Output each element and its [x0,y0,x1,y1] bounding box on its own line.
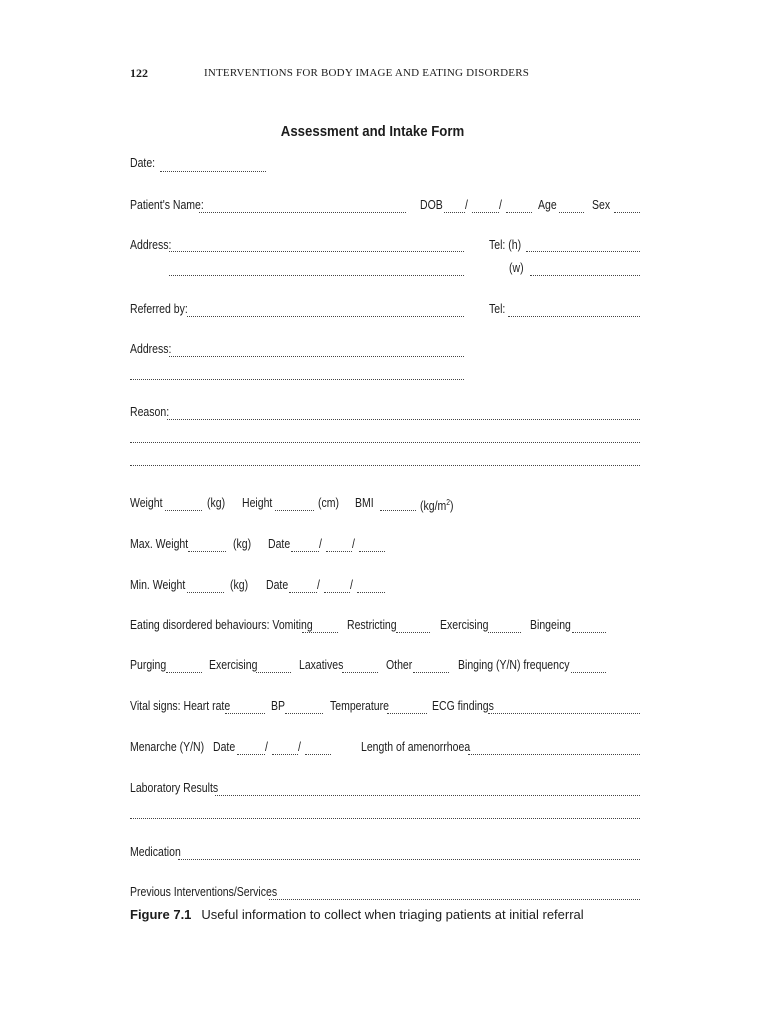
heart-rate-field[interactable] [225,713,265,714]
referrer-address-line-2-field[interactable] [130,379,464,380]
laxatives-label: Laxatives [299,658,344,672]
bingeing-field[interactable] [572,632,606,633]
min-weight-unit: (kg) [230,578,249,592]
patient-name-field[interactable] [199,212,406,213]
max-weight-date-day-field[interactable] [291,551,319,552]
patient-name-label: Patient's Name: [130,198,204,212]
date-field[interactable] [160,171,266,172]
other-label: Other [386,658,413,672]
restricting-label: Restricting [347,618,397,632]
ecg-field[interactable] [488,713,640,714]
min-weight-date-slash-1: / [317,578,320,592]
dob-year-field[interactable] [506,212,532,213]
max-weight-date-label: Date [268,537,291,551]
temperature-field[interactable] [387,713,427,714]
page-number: 122 [130,66,148,80]
max-weight-date-year-field[interactable] [359,551,385,552]
min-weight-date-label: Date [266,578,289,592]
bp-field[interactable] [285,713,323,714]
height-label: Height [242,496,273,510]
reason-line-3-field[interactable] [130,465,640,466]
tel-work-label: (w) [509,261,524,275]
form-title: Assessment and Intake Form [280,123,465,140]
date-label: Date: [130,156,156,170]
figure-label: Figure 7.1 [130,907,192,922]
exercising-field[interactable] [488,632,521,633]
restricting-field[interactable] [396,632,430,633]
max-weight-date-slash-2: / [352,537,355,551]
binging-frequency-field[interactable] [571,672,606,673]
height-field[interactable] [275,510,314,511]
referrer-address-label: Address: [130,342,172,356]
weight-unit: (kg) [207,496,226,510]
purging-field[interactable] [166,672,202,673]
referred-by-field[interactable] [187,316,464,317]
tel-work-field[interactable] [530,275,640,276]
tel-home-field[interactable] [526,251,640,252]
menarche-date-year-field[interactable] [305,754,331,755]
menarche-date-label: Date [213,740,236,754]
dob-day-field[interactable] [444,212,465,213]
lab-results-line-1-field[interactable] [215,795,640,796]
previous-interventions-field[interactable] [269,899,640,900]
referred-by-label: Referred by: [130,302,188,316]
vital-signs-label: Vital signs: Heart rate [130,699,231,713]
eating-behaviours-label: Eating disordered behaviours: Vomiting [130,618,313,632]
exercising-label: Exercising [440,618,489,632]
menarche-date-slash-1: / [265,740,268,754]
max-weight-date-month-field[interactable] [326,551,352,552]
min-weight-date-year-field[interactable] [357,592,385,593]
referrer-tel-label: Tel: [489,302,506,316]
figure-caption [130,907,584,922]
address-label: Address: [130,238,172,252]
menarche-date-month-field[interactable] [272,754,298,755]
laxatives-field[interactable] [342,672,378,673]
weight-label: Weight [130,496,163,510]
age-field[interactable] [559,212,584,213]
weight-field[interactable] [165,510,202,511]
running-head: INTERVENTIONS FOR BODY IMAGE AND EATING DISORDERS [204,67,530,79]
reason-line-1-field[interactable] [167,419,640,420]
bp-label: BP [271,699,286,713]
reason-label: Reason: [130,405,170,419]
menarche-label: Menarche (Y/N) [130,740,205,754]
max-weight-field[interactable] [188,551,226,552]
referrer-address-line-1-field[interactable] [169,356,464,357]
bingeing-label: Bingeing [530,618,571,632]
figure-caption-text: Useful information to collect when triaging patients at initial referral [201,907,584,922]
purging-exercising-label: Exercising [209,658,258,672]
medication-label: Medication [130,845,181,859]
menarche-date-day-field[interactable] [237,754,265,755]
age-label: Age [538,198,557,212]
address-line-1-field[interactable] [169,251,464,252]
max-weight-unit: (kg) [233,537,252,551]
min-weight-date-day-field[interactable] [289,592,317,593]
min-weight-date-slash-2: / [350,578,353,592]
previous-interventions-label: Previous Interventions/Services [130,885,278,899]
bmi-field[interactable] [380,510,416,511]
referrer-tel-field[interactable] [508,316,640,317]
sex-label: Sex [592,198,611,212]
dob-slash-1: / [465,198,468,212]
min-weight-label: Min. Weight [130,578,186,592]
bmi-label: BMI [355,496,374,510]
min-weight-field[interactable] [187,592,224,593]
max-weight-label: Max. Weight [130,537,189,551]
address-line-2-field[interactable] [169,275,464,276]
dob-slash-2: / [499,198,502,212]
height-unit: (cm) [318,496,339,510]
menarche-date-slash-2: / [298,740,301,754]
dob-label: DOB [420,198,443,212]
sex-field[interactable] [614,212,640,213]
binging-frequency-label: Binging (Y/N) frequency [458,658,570,672]
amenorrhoea-label: Length of amenorrhoea [361,740,471,754]
dob-month-field[interactable] [472,212,499,213]
temperature-label: Temperature [330,699,389,713]
medication-field[interactable] [178,859,640,860]
bmi-unit: $(kg/m^2)$ [420,498,454,514]
purging-exercising-field[interactable] [256,672,291,673]
vomiting-field[interactable] [302,632,338,633]
lab-results-label: Laboratory Results [130,781,219,795]
lab-results-line-2-field[interactable] [130,818,640,819]
other-field[interactable] [413,672,449,673]
min-weight-date-month-field[interactable] [324,592,350,593]
tel-home-label: Tel: (h) [489,238,522,252]
amenorrhoea-field[interactable] [468,754,640,755]
ecg-label: ECG findings [432,699,494,713]
reason-line-2-field[interactable] [130,442,640,443]
purging-label: Purging [130,658,167,672]
max-weight-date-slash-1: / [319,537,322,551]
